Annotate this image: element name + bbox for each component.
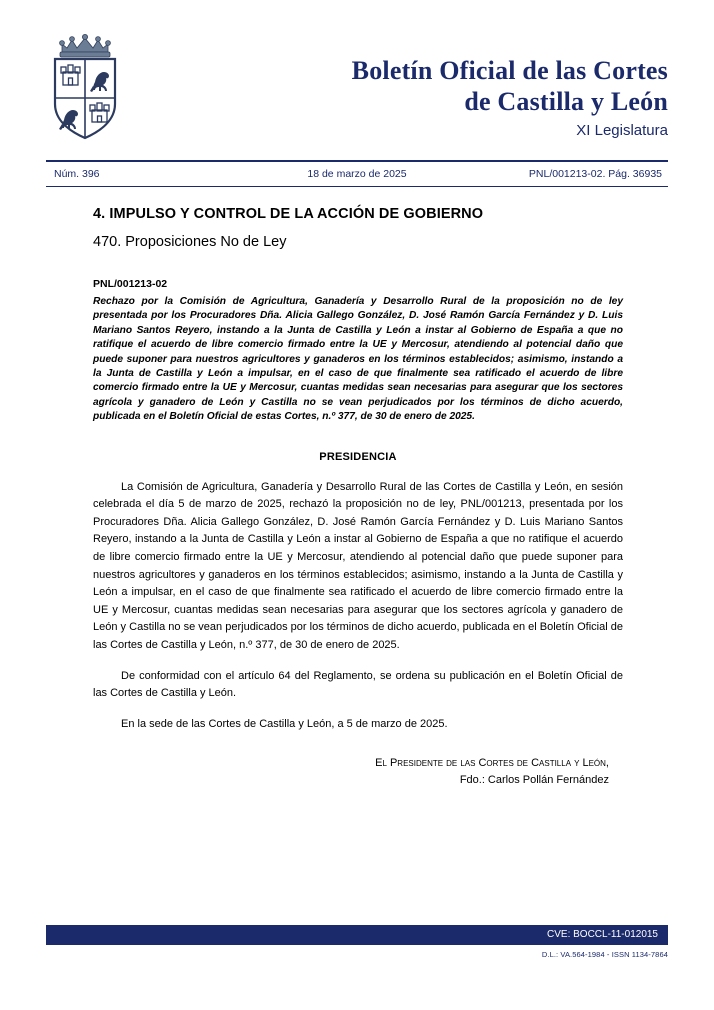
coat-of-arms-icon bbox=[46, 30, 124, 142]
signature-block bbox=[93, 755, 623, 789]
document-body bbox=[93, 200, 623, 789]
issue-date: 18 de marzo de 2025 bbox=[307, 168, 407, 180]
masthead-title bbox=[352, 56, 668, 142]
section-title: 4. IMPULSO Y CONTROL DE LA ACCIÓN DE GOBIERNO bbox=[93, 206, 484, 222]
page-reference: PNL/001213-02. Pág. 36935 bbox=[528, 168, 662, 180]
masthead-legislature: XI Legislatura bbox=[576, 122, 668, 139]
signature-title: El Presidente de las Cortes de Castilla y León, bbox=[375, 757, 609, 770]
footer-cve: CVE: BOCCL-11-012015 bbox=[547, 929, 658, 940]
header-rule-bottom bbox=[46, 186, 668, 187]
footer-legal-deposit: D.L.: VA.564-1984 - ISSN 1134-7864 bbox=[541, 950, 668, 959]
resolution-paragraph-3: En la sede de las Cortes de Castilla y León, a 5 de marzo de 2025. bbox=[121, 717, 448, 730]
resolution-paragraph-1: La Comisión de Agricultura, Ganadería y Desarrollo Rural de las Cortes de Castilla y León, en sesión celebrada el día 5 de marzo de 2025, rechazó la proposición no de ley, PNL/001213, presentada por los Procuradores Dña. Alicia Gallego González, D. José Ramón García Fernández y D. Luis Mariano Santos Reyero, instando a la Junta de Castilla y León a instar al Gobierno de España a que no ratifique el acuerdo de libre comercio firmado entre la UE y Mercosur, atendiendo al potencial daño que puede suponer para nuestros agricultores y ganaderos en los términos establecidos; asimismo, instando a la Junta de Castilla y León a impulsar, en el caso de que finalmente sea ratificado el acuerdo de libre comercio firmado entre la UE y Mercosur, cuantas medidas sean necesarias para asegurar que los sectores agrícola y ganadero de León y Castilla no se vean perjudicados por los términos de dicho acuerdo, publicada en el Boletín Oficial de las Cortes de Castilla y León, n.º 377, de 30 de enero de 2025. bbox=[93, 480, 623, 651]
masthead-title-line-1: Boletín Oficial de las Cortes bbox=[351, 56, 668, 85]
subsection-title: 470. Proposiciones No de Ley bbox=[93, 234, 287, 250]
header-rule-top bbox=[46, 160, 668, 162]
presidencia-heading: PRESIDENCIA bbox=[319, 450, 397, 463]
initiative-reference: PNL/001213-02 bbox=[93, 278, 168, 290]
issue-number: Núm. 396 bbox=[54, 168, 100, 180]
initiative-summary: Rechazo por la Comisión de Agricultura, Ganadería y Desarrollo Rural de la proposición no de ley presentada por los Procuradores Dña. Alicia Gallego González, D. José Ramón García Fernández y D. Luis Mariano Santos Reyero, instando a la Junta de Castilla y León a instar al Gobierno de España a que no ratifique el acuerdo de libre comercio firmado entre la UE y Mercosur, atendiendo al potencial daño que puede suponer para nuestros agricultores y ganaderos en los términos establecidos; asimismo, instando a la Junta de Castilla y León a impulsar, en el caso de que finalmente sea ratificado el acuerdo de libre comercio firmado entre la UE y Mercosur, cuantas medidas sean necesarias para asegurar que los sectores agrícola y ganadero de León y Castilla no se vean perjudicados por los términos de dicho acuerdo, publicada en el Boletín Oficial de estas Cortes, n.º 377, de 30 de enero de 2025. bbox=[93, 296, 623, 423]
resolution-paragraph-2: De conformidad con el artículo 64 del Reglamento, se ordena su publicación en el Boletín Oficial de las Cortes de Castilla y León. bbox=[93, 669, 623, 700]
signature-name: Fdo.: Carlos Pollán Fernández bbox=[459, 774, 609, 787]
masthead-title-line-2: de Castilla y León bbox=[464, 87, 668, 116]
header-info-bar bbox=[46, 164, 668, 186]
footer-bar bbox=[46, 925, 668, 945]
masthead bbox=[46, 30, 668, 145]
